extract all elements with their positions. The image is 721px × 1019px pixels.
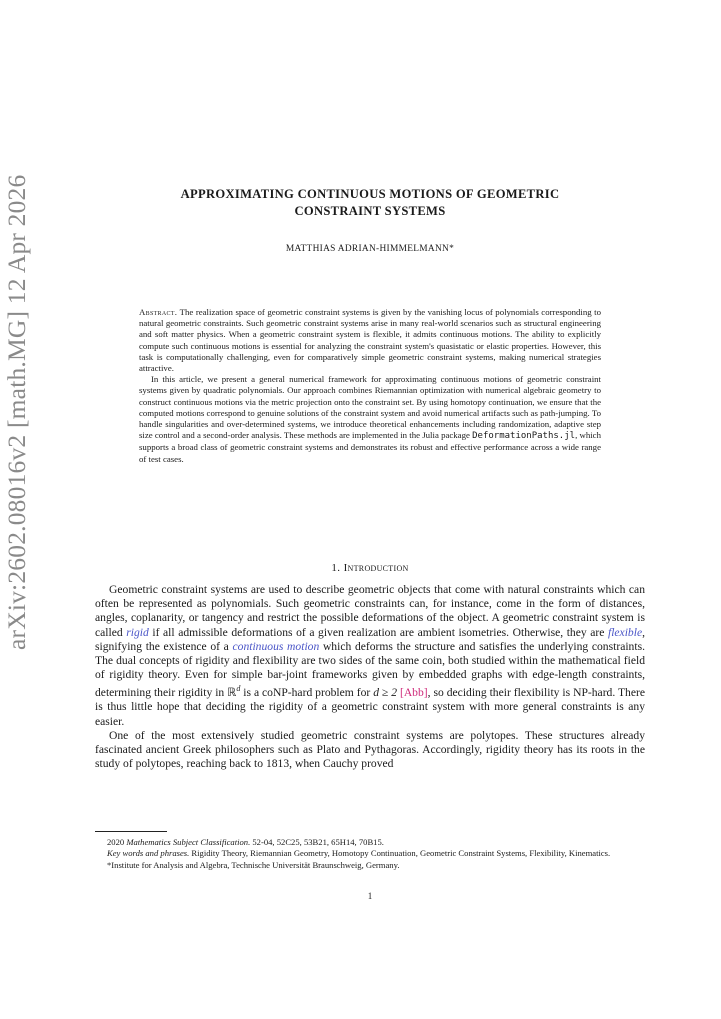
body-paragraph-2: One of the most extensively studied geometric constraint systems are polytopes. These structures already fascinated ancient Greek philosophers such as Plato and Pythagoras. Accordingly, rigidity theory has its roots in the study of polytopes, reaching back to 1813, when Cauchy proved — [95, 728, 645, 771]
msc-year: 2020 — [107, 837, 127, 847]
footnote-keywords — [95, 848, 645, 859]
footnotes — [95, 837, 645, 871]
citation-abb[interactable]: [Abb] — [399, 686, 428, 700]
abstract-label: Abstract. — [139, 307, 178, 317]
body-text-span: Geometric constraint systems are used to describe geometric objects that come with natural constraints which can often be represented as polynomials. Such geometric constraints can, for instance, come in the form of distances, angles, coplanarity, or tangency and restrict the possible deformations of the object. A geometric constraint system is called — [95, 583, 645, 639]
paper-title — [95, 186, 645, 220]
footnote-rule — [95, 831, 167, 832]
title-line-2: CONSTRAINT SYSTEMS — [294, 204, 446, 218]
section-title: Introduction — [343, 562, 409, 574]
body-text-span: is a coNP-hard problem for — [240, 686, 374, 700]
body-text-span: if all admissible deformations of a given realization are ambient isometries. Otherwise, they are — [148, 625, 608, 639]
math-rd — [227, 686, 240, 699]
msc-codes: 52-04, 52C25, 53B21, 65H14, 70B15. — [250, 837, 384, 847]
keywords-text: Rigidity Theory, Riemannian Geometry, Homotopy Continuation, Geometric Constraint Systems, Flexibility, Kinematics. — [189, 848, 611, 859]
section-number: 1. — [331, 562, 341, 574]
body-text-span: , signifying the existence of a — [95, 625, 645, 653]
abstract-paragraph-1 — [139, 307, 601, 374]
abstract-text-2b: , which supports a broad class of geometric constraint systems and demonstrates its robust and effective performance across a wide range of test cases. — [139, 430, 601, 464]
math-d-condition: d ≥ 2 — [373, 686, 398, 700]
math-rd-base: ℝ — [227, 686, 237, 700]
package-name: DeformationPaths.jl — [472, 431, 576, 442]
abstract-text-2a: In this article, we present a general numerical framework for approximating continuous motions of geometric constraint systems given by quadratic polynomials. Our approach combines Riemannian optimization with numerical algebraic geometry to construct continuous motions via the metric projection onto the constraint set. By using homotopy continuation, we ensure that the computed motions correspond to genuine solutions of the constraint system and avoid numerical artifacts such as path-jumping. To handle singularities and over-determined systems, we introduce theoretical enhancements including randomization, adaptive step size control and a second-order analysis. These methods are implemented in the Julia package — [139, 374, 601, 441]
arxiv-identifier-stamp: arXiv:2602.08016v2 [math.MG] 12 Apr 2026 — [2, 174, 31, 650]
abstract — [139, 307, 601, 465]
term-continuous-motion: continuous motion — [232, 639, 320, 653]
abstract-text-1: The realization space of geometric constraint systems is given by the vanishing locus of polynomials corresponding to natural geometric constraints. Such geometric constraint systems arise in many real-world scenarios such as structural engineering and soft matter physics. When a geometric constraint system is flexible, it admits continuous motions. The ability to explicitly compute such continuous motions is essential for analyzing the constraint system's quasistatic or elastic properties. However, this task is computationally challenging, even for comparatively simple geometric constraint systems, making numerical strategies attractive. — [139, 307, 601, 374]
author-name: MATTHIAS ADRIAN-HIMMELMANN* — [285, 244, 455, 254]
keywords-label: Key words and phrases. — [107, 848, 190, 859]
section-heading-introduction — [95, 562, 645, 574]
body-paragraph-1 — [95, 583, 645, 729]
body-text-span: , so deciding their flexibility is NP-hard. There is thus little hope that deciding the rigidity of a geometric constraint system with more general constraints is any easier. — [95, 686, 646, 728]
term-flexible: flexible — [607, 625, 643, 639]
math-rd-exponent: d — [236, 684, 241, 694]
term-rigid: rigid — [126, 625, 149, 639]
body-text — [95, 583, 645, 772]
footnote-msc — [95, 837, 645, 848]
body-text-span: which deforms the structure and satisfies the underlying constraints. The dual concepts of rigidity and flexibility are two sides of the same coin, both studied within the mathematical field of rigidity theory. Even for simple bar-joint frameworks given by embedded graphs with edge-length constraints, determining their rigidity in — [95, 639, 645, 700]
page-number: 1 — [367, 891, 373, 901]
footnote-affiliation: *Institute for Analysis and Algebra, Technische Universität Braunschweig, Germany. — [107, 859, 400, 870]
title-line-1: APPROXIMATING CONTINUOUS MOTIONS OF GEOMETRIC — [180, 187, 560, 201]
msc-label: Mathematics Subject Classification. — [126, 837, 251, 847]
abstract-paragraph-2 — [139, 374, 601, 465]
